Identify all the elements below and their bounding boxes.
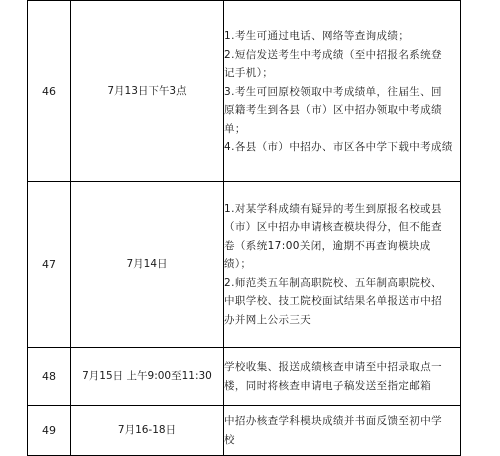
content-line: 记手机）；: [224, 67, 274, 80]
content-line: 单；: [224, 122, 246, 135]
content-line: 4.各县（市）中招办、市区各中学下载中考成绩: [224, 141, 453, 154]
row-time: [71, 1, 224, 182]
row-number: 47: [28, 182, 71, 348]
table-row: [28, 1, 461, 182]
content-line: 卷（系统17:00关闭，逾期不再查询模块成: [224, 239, 431, 252]
row-content: [224, 406, 461, 456]
content-line: 原籍考生到各县（市）区中招办领取中考成绩: [224, 104, 442, 117]
row-time: [71, 406, 224, 456]
row-number: 48: [28, 348, 71, 406]
time-line: 7月16-18日: [117, 424, 177, 436]
schedule-table: [27, 0, 461, 456]
content-line: 1.对某学科成绩有疑异的考生到原报名校或县: [224, 202, 442, 215]
table-row: [28, 406, 461, 456]
time-line: 上午9:00至11:30: [126, 370, 212, 382]
time-line: 7月15日: [82, 370, 124, 382]
row-time: [71, 182, 224, 348]
content-line: 校: [224, 433, 235, 446]
content-line: 楼，同时将核查申请电子稿发送至指定邮箱: [224, 379, 432, 392]
row-number: 49: [28, 406, 71, 456]
table-row: [28, 348, 461, 406]
row-time: [71, 348, 224, 406]
row-number: 46: [28, 1, 71, 182]
row-content: [224, 1, 461, 182]
content-line: 中招办核查学科模块成绩并书面反馈至初中学: [224, 415, 442, 427]
table-row: [28, 182, 461, 348]
content-line: 办并网上公示三天: [224, 313, 312, 326]
time-line: 7月13日下午3点: [107, 84, 187, 97]
content-line: 中职学校、技工院校面试结果名单报送市中招: [224, 295, 442, 308]
time-line: 7月14日: [126, 258, 168, 270]
content-line: 3.考生可回原校领取中考成绩单，往届生、回: [224, 85, 442, 98]
content-line: 2.师范类五年制高职院校、五年制高职院校、: [224, 276, 442, 289]
content-line: 学校收集、报送成绩核查申请至中招录取点一: [224, 361, 442, 373]
content-line: 2.短信发送考生中考成绩（至中招报名系统登: [224, 48, 442, 61]
content-line: 绩）；: [224, 258, 252, 271]
row-content: [224, 182, 461, 348]
row-content: [224, 348, 461, 406]
content-line: （市）区中招办申请核查模块得分，但不能查: [224, 221, 442, 234]
content-line: 1.考生可通过电话、网络等查询成绩；: [224, 30, 410, 43]
